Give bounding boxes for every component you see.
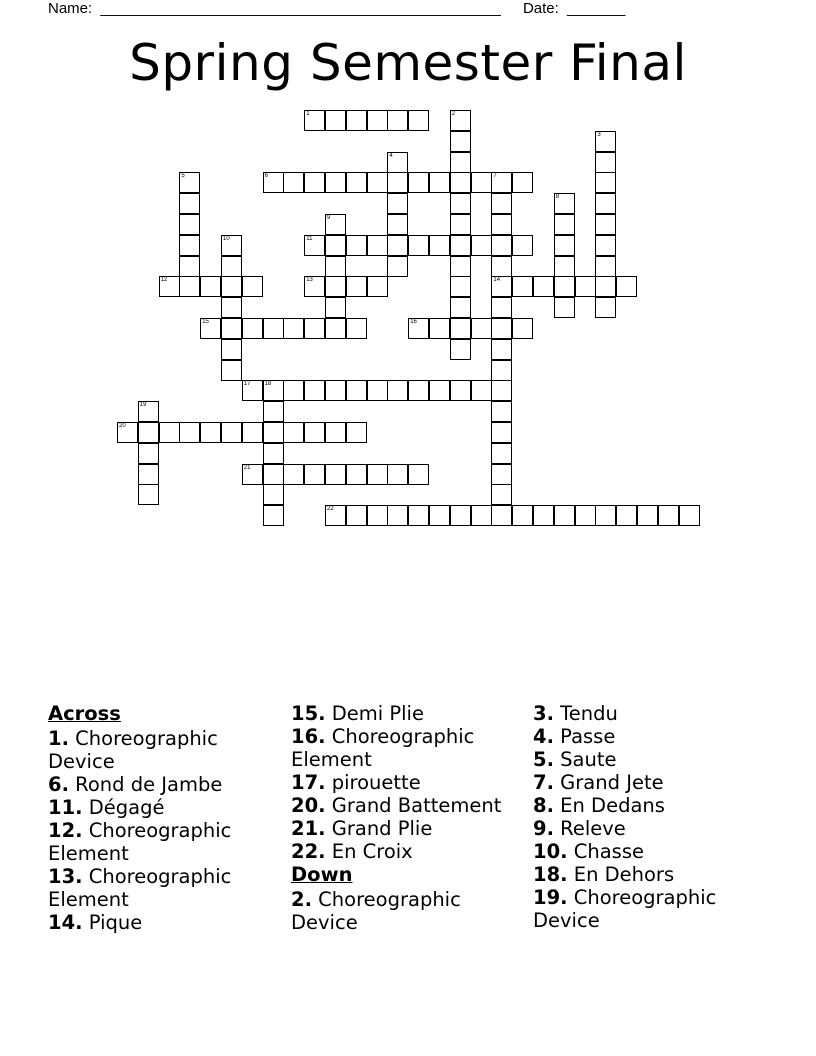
grid-cell[interactable] [450, 193, 471, 214]
grid-cell[interactable] [263, 172, 284, 193]
clue-number: 16 [410, 319, 417, 325]
clue-number-label: 3. [533, 702, 554, 725]
grid-cell[interactable] [242, 318, 263, 339]
grid-cell[interactable] [450, 380, 471, 401]
grid-cell[interactable] [200, 276, 221, 297]
grid-cell[interactable] [471, 235, 492, 256]
grid-cell[interactable] [491, 360, 512, 381]
grid-cell[interactable] [408, 235, 429, 256]
grid-cell[interactable] [179, 193, 200, 214]
grid-cell[interactable] [304, 172, 325, 193]
clue-text: Choreographic Device [48, 727, 218, 773]
grid-cell[interactable] [242, 276, 263, 297]
grid-cell[interactable] [450, 318, 471, 339]
grid-cell[interactable] [595, 235, 616, 256]
across-clue [291, 794, 521, 817]
grid-cell[interactable] [595, 505, 616, 526]
grid-cell[interactable] [138, 484, 159, 505]
grid-cell[interactable] [346, 110, 367, 131]
grid-cell[interactable] [512, 172, 533, 193]
grid-cell[interactable] [533, 505, 554, 526]
grid-cell[interactable] [263, 464, 284, 485]
clue-number-label: 2. [291, 888, 312, 911]
grid-cell[interactable] [491, 464, 512, 485]
grid-cell[interactable] [221, 318, 242, 339]
grid-cell[interactable] [367, 235, 388, 256]
grid-cell[interactable] [325, 172, 346, 193]
grid-cell[interactable] [575, 276, 596, 297]
grid-cell[interactable] [554, 193, 575, 214]
grid-cell[interactable] [221, 339, 242, 360]
clue-text: Choreographic Element [48, 819, 232, 865]
grid-cell[interactable] [304, 235, 325, 256]
grid-cell[interactable] [429, 318, 450, 339]
clue-number-label: 19. [533, 886, 568, 909]
grid-cell[interactable] [595, 172, 616, 193]
grid-cell[interactable] [450, 131, 471, 152]
grid-cell[interactable] [304, 318, 325, 339]
clue-column-2 [291, 702, 521, 934]
grid-cell[interactable] [575, 505, 596, 526]
clue-number-label: 16. [291, 725, 326, 748]
clue-number: 3 [597, 131, 601, 138]
grid-cell[interactable] [387, 505, 408, 526]
clue-number: 18 [264, 381, 272, 388]
grid-cell[interactable] [491, 193, 512, 214]
grid-cell[interactable] [491, 297, 512, 318]
grid-cell[interactable] [491, 256, 512, 277]
clue-number-label: 13. [48, 865, 83, 888]
clue-number: 10 [223, 235, 230, 242]
grid-cell[interactable] [304, 464, 325, 485]
grid-cell[interactable] [387, 214, 408, 235]
grid-cell[interactable] [304, 380, 325, 401]
across-clue [48, 865, 278, 911]
grid-cell[interactable] [263, 443, 284, 464]
clue-number-label: 4. [533, 725, 554, 748]
grid-cell[interactable] [325, 276, 346, 297]
grid-cell[interactable] [491, 401, 512, 422]
clue-text: Chasse [567, 840, 644, 863]
grid-cell[interactable] [595, 276, 616, 297]
clue-number: 2 [451, 111, 456, 117]
grid-cell[interactable] [491, 484, 512, 505]
grid-cell[interactable] [304, 110, 325, 131]
page-title: Spring Semester Final [129, 34, 687, 92]
grid-cell[interactable] [367, 505, 388, 526]
clue-number-label: 11. [48, 796, 83, 819]
clue-number: 20 [119, 423, 126, 429]
grid-cell[interactable] [179, 256, 200, 277]
grid-cell[interactable] [138, 401, 159, 422]
clue-number: 7 [493, 173, 497, 180]
grid-cell[interactable] [471, 172, 492, 193]
grid-cell[interactable] [491, 422, 512, 443]
grid-cell[interactable] [450, 235, 471, 256]
across-clue [48, 727, 278, 773]
grid-cell[interactable] [242, 464, 263, 485]
grid-cell[interactable] [200, 422, 221, 443]
grid-cell[interactable] [325, 464, 346, 485]
grid-cell[interactable] [221, 256, 242, 277]
across-clue [291, 817, 521, 840]
grid-cell[interactable] [346, 505, 367, 526]
clue-text: Pique [82, 911, 143, 934]
grid-cell[interactable] [616, 276, 637, 297]
grid-cell[interactable] [387, 235, 408, 256]
grid-cell[interactable] [346, 172, 367, 193]
grid-cell[interactable] [138, 422, 159, 443]
clue-number-label: 6. [48, 773, 69, 796]
grid-cell[interactable] [346, 464, 367, 485]
grid-cell[interactable] [346, 422, 367, 443]
grid-cell[interactable] [491, 380, 512, 401]
grid-cell[interactable] [595, 214, 616, 235]
grid-cell[interactable] [179, 422, 200, 443]
down-clue [533, 886, 763, 932]
grid-cell[interactable] [637, 505, 658, 526]
grid-cell[interactable] [387, 193, 408, 214]
across-clue [48, 773, 278, 796]
grid-cell[interactable] [221, 360, 242, 381]
grid-cell[interactable] [283, 422, 304, 443]
grid-cell[interactable] [491, 443, 512, 464]
clue-number: 21 [243, 464, 251, 471]
clue-text: Rond de Jambe [68, 773, 223, 796]
clue-number-label: 21. [291, 817, 326, 840]
grid-cell[interactable] [408, 318, 429, 339]
grid-cell[interactable] [491, 505, 512, 526]
grid-cell[interactable] [242, 380, 263, 401]
clue-text: Choreographic Element [48, 865, 232, 911]
grid-cell[interactable] [429, 235, 450, 256]
grid-cell[interactable] [450, 505, 471, 526]
clue-text: Tendu [553, 702, 618, 725]
grid-cell[interactable] [450, 256, 471, 277]
grid-cell[interactable] [471, 380, 492, 401]
down-clue [533, 725, 763, 748]
clue-text: Choreographic Device [533, 886, 717, 932]
grid-cell[interactable] [179, 235, 200, 256]
clue-text: Dégagé [82, 796, 165, 819]
clue-number-label: 7. [533, 771, 554, 794]
clue-number-label: 22. [291, 840, 326, 863]
grid-cell[interactable] [679, 505, 700, 526]
clue-text: En Dehors [567, 863, 675, 886]
clue-number-label: 15. [291, 702, 326, 725]
grid-cell[interactable] [491, 276, 512, 297]
clue-text: Grand Jete [553, 771, 664, 794]
grid-cell[interactable] [408, 464, 429, 485]
grid-cell[interactable] [450, 152, 471, 173]
grid-cell[interactable] [450, 276, 471, 297]
clue-number: 11 [306, 235, 313, 242]
clue-number-label: 8. [533, 794, 554, 817]
grid-cell[interactable] [325, 297, 346, 318]
name-label: Name: [48, 0, 93, 17]
clue-column-3 [533, 702, 763, 932]
grid-cell[interactable] [595, 193, 616, 214]
clue-number: 6 [264, 173, 268, 180]
grid-cell[interactable] [387, 152, 408, 173]
clue-number: 19 [139, 402, 147, 409]
grid-cell[interactable] [325, 256, 346, 277]
clue-text: En Croix [325, 840, 413, 863]
clue-number: 1 [306, 111, 310, 117]
grid-cell[interactable] [179, 214, 200, 235]
grid-cell[interactable] [367, 380, 388, 401]
clue-number: 17 [243, 381, 251, 388]
clue-text: pirouette [325, 771, 421, 794]
grid-cell[interactable] [304, 276, 325, 297]
clue-number-label: 12. [48, 819, 83, 842]
across-clue [291, 702, 521, 725]
grid-cell[interactable] [429, 505, 450, 526]
grid-cell[interactable] [367, 276, 388, 297]
clue-column-1 [48, 702, 278, 934]
grid-cell[interactable] [138, 464, 159, 485]
grid-cell[interactable] [346, 235, 367, 256]
clue-number: 8 [555, 194, 560, 201]
grid-cell[interactable] [554, 505, 575, 526]
grid-cell[interactable] [346, 276, 367, 297]
clue-number-label: 9. [533, 817, 554, 840]
grid-cell[interactable] [221, 276, 242, 297]
grid-cell[interactable] [491, 214, 512, 235]
down-clue [533, 702, 763, 725]
grid-cell[interactable] [304, 422, 325, 443]
grid-cell[interactable] [325, 110, 346, 131]
grid-cell[interactable] [658, 505, 679, 526]
grid-cell[interactable] [346, 318, 367, 339]
grid-cell[interactable] [346, 380, 367, 401]
grid-cell[interactable] [471, 505, 492, 526]
grid-cell[interactable] [221, 297, 242, 318]
grid-cell[interactable] [512, 235, 533, 256]
clue-number: 12 [160, 277, 168, 284]
down-clue [291, 888, 521, 934]
grid-cell[interactable] [554, 297, 575, 318]
down-clue [533, 748, 763, 771]
grid-cell[interactable] [283, 464, 304, 485]
grid-cell[interactable] [450, 297, 471, 318]
clue-number: 22 [327, 506, 334, 513]
grid-cell[interactable] [554, 214, 575, 235]
grid-cell[interactable] [159, 276, 180, 297]
grid-cell[interactable] [325, 235, 346, 256]
clue-number-label: 14. [48, 911, 83, 934]
across-clue [291, 725, 521, 771]
down-clue [533, 794, 763, 817]
across-heading: Across [48, 702, 121, 725]
grid-cell[interactable] [512, 318, 533, 339]
grid-cell[interactable] [387, 256, 408, 277]
grid-cell[interactable] [408, 110, 429, 131]
clue-number-label: 1. [48, 727, 69, 750]
grid-cell[interactable] [616, 505, 637, 526]
grid-cell[interactable] [471, 318, 492, 339]
grid-cell[interactable] [595, 152, 616, 173]
across-clue [48, 796, 278, 819]
grid-cell[interactable] [263, 484, 284, 505]
grid-cell[interactable] [242, 422, 263, 443]
grid-cell[interactable] [179, 276, 200, 297]
grid-cell[interactable] [263, 380, 284, 401]
grid-cell[interactable] [325, 422, 346, 443]
grid-cell[interactable] [408, 380, 429, 401]
grid-cell[interactable] [325, 214, 346, 235]
down-heading: Down [291, 863, 353, 886]
clue-number: 13 [306, 277, 313, 284]
grid-cell[interactable] [263, 401, 284, 422]
grid-cell[interactable] [429, 172, 450, 193]
clue-number-label: 17. [291, 771, 326, 794]
clue-text: Passe [553, 725, 616, 748]
grid-cell[interactable] [408, 172, 429, 193]
grid-cell[interactable] [512, 276, 533, 297]
grid-cell[interactable] [283, 318, 304, 339]
clue-text: Releve [553, 817, 626, 840]
clue-number: 9 [327, 215, 331, 221]
across-clue [48, 911, 278, 934]
grid-cell[interactable] [159, 422, 180, 443]
clue-text: Demi Plie [325, 702, 424, 725]
clue-text: En Dedans [553, 794, 665, 817]
grid-cell[interactable] [554, 276, 575, 297]
grid-cell[interactable] [450, 214, 471, 235]
grid-cell[interactable] [595, 256, 616, 277]
grid-cell[interactable] [450, 339, 471, 360]
across-clue [48, 819, 278, 865]
grid-cell[interactable] [491, 318, 512, 339]
grid-cell[interactable] [325, 380, 346, 401]
grid-cell[interactable] [491, 172, 512, 193]
grid-cell[interactable] [221, 422, 242, 443]
down-clue [533, 771, 763, 794]
grid-cell[interactable] [512, 505, 533, 526]
clue-text: Grand Battement [325, 794, 502, 817]
grid-cell[interactable] [200, 318, 221, 339]
grid-cell[interactable] [450, 172, 471, 193]
grid-cell[interactable] [117, 422, 138, 443]
name-blank[interactable]: ________________________________________________ [100, 0, 501, 17]
grid-cell[interactable] [387, 110, 408, 131]
grid-cell[interactable] [263, 505, 284, 526]
date-label: Date: [522, 0, 559, 17]
clue-text: Choreographic Element [291, 725, 475, 771]
grid-cell[interactable] [138, 443, 159, 464]
grid-cell[interactable] [367, 464, 388, 485]
clue-number: 4 [389, 152, 393, 159]
across-clue [291, 771, 521, 794]
across-clue [291, 840, 521, 863]
down-clue [533, 817, 763, 840]
grid-cell[interactable] [387, 172, 408, 193]
date-blank[interactable]: _______ [567, 0, 626, 17]
grid-cell[interactable] [491, 235, 512, 256]
grid-cell[interactable] [491, 339, 512, 360]
clue-number: 14 [493, 277, 501, 284]
clue-number-label: 10. [533, 840, 568, 863]
grid-cell[interactable] [283, 172, 304, 193]
grid-cell[interactable] [408, 505, 429, 526]
clue-text: Choreographic Device [291, 888, 461, 934]
clue-text: Grand Plie [325, 817, 433, 840]
grid-cell[interactable] [533, 276, 554, 297]
grid-cell[interactable] [325, 318, 346, 339]
grid-cell[interactable] [263, 318, 284, 339]
clue-text: Saute [553, 748, 617, 771]
clue-number-label: 20. [291, 794, 326, 817]
grid-cell[interactable] [387, 464, 408, 485]
grid-cell[interactable] [595, 131, 616, 152]
grid-cell[interactable] [367, 172, 388, 193]
grid-cell[interactable] [263, 422, 284, 443]
clue-number-label: 18. [533, 863, 568, 886]
grid-cell[interactable] [283, 380, 304, 401]
grid-cell[interactable] [450, 110, 471, 131]
grid-cell[interactable] [554, 256, 575, 277]
clue-number: 5 [181, 173, 185, 180]
clue-number: 15 [202, 319, 209, 325]
grid-cell[interactable] [554, 235, 575, 256]
down-clue [533, 863, 763, 886]
grid-cell[interactable] [429, 380, 450, 401]
down-clue [533, 840, 763, 863]
clue-number-label: 5. [533, 748, 554, 771]
grid-cell[interactable] [367, 110, 388, 131]
grid-cell[interactable] [179, 172, 200, 193]
grid-cell[interactable] [387, 380, 408, 401]
grid-cell[interactable] [595, 297, 616, 318]
grid-cell[interactable] [221, 235, 242, 256]
grid-cell[interactable] [325, 505, 346, 526]
